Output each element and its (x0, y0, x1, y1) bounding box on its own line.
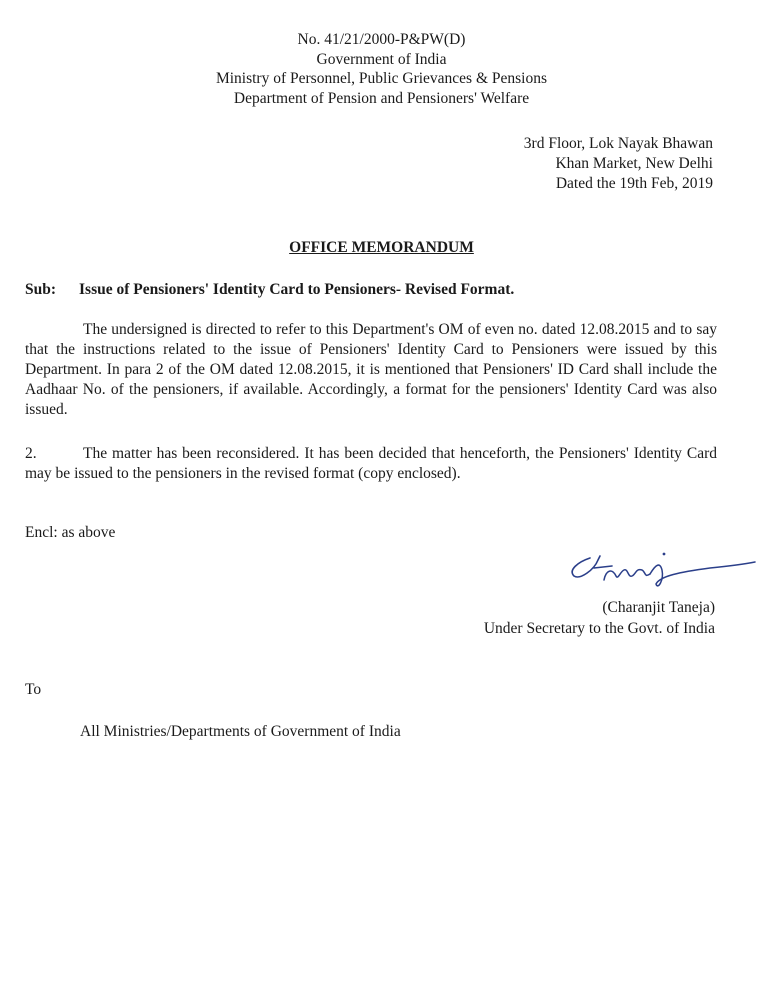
subject-label: Sub: (25, 281, 57, 298)
address-line-1: 3rd Floor, Lok Nayak Bhawan (523, 135, 713, 152)
paragraph-1: The undersigned is directed to refer to this Department's OM of even no. dated 12.08.2015 and to say that the instructions related to the issue of Pensioners' Identity Card to Pensioners were issued by this Department. In para 2 of the OM dated 12.08.2015, it is mentioned that Pensioners' ID Card shall include the Aadhaar No. of the pensioners, if available. Accordingly, a format for the pensioners' Identity Card was also issued. (25, 321, 717, 418)
ministry-name: Ministry of Personnel, Public Grievances & Pensions (215, 70, 548, 87)
signatory-designation: Under Secretary to the Govt. of India (483, 620, 715, 637)
handwritten-signature (560, 540, 760, 590)
government-name: Government of India (316, 50, 447, 68)
office-address (524, 134, 713, 194)
paragraph-2-text: The matter has been reconsidered. It has been decided that henceforth, the Pensioners' Identity Card may be issued to the pensioners in the revised format (copy enclosed). (25, 445, 717, 482)
reference-number: No. 41/21/2000-P&PW(D) (297, 31, 466, 48)
paragraph-2-number: 2. (25, 445, 37, 462)
enclosure-note: Encl: as above (25, 524, 116, 541)
signatory-block (484, 597, 715, 639)
subject-text: Issue of Pensioners' Identity Card to Pensioners- Revised Format. (79, 281, 515, 298)
to-label: To (25, 681, 42, 698)
signatory-name: (Charanjit Taneja) (602, 599, 715, 616)
memo-title: OFFICE MEMORANDUM (289, 239, 474, 256)
addressee: All Ministries/Departments of Government of India (80, 723, 401, 740)
subject-line (25, 280, 717, 299)
letterhead (0, 30, 763, 108)
paragraph-2 (25, 444, 717, 484)
address-line-2: Khan Market, New Delhi (555, 155, 713, 172)
memo-date: Dated the 19th Feb, 2019 (555, 175, 713, 192)
department-name: Department of Pension and Pensioners' Welfare (233, 89, 530, 107)
